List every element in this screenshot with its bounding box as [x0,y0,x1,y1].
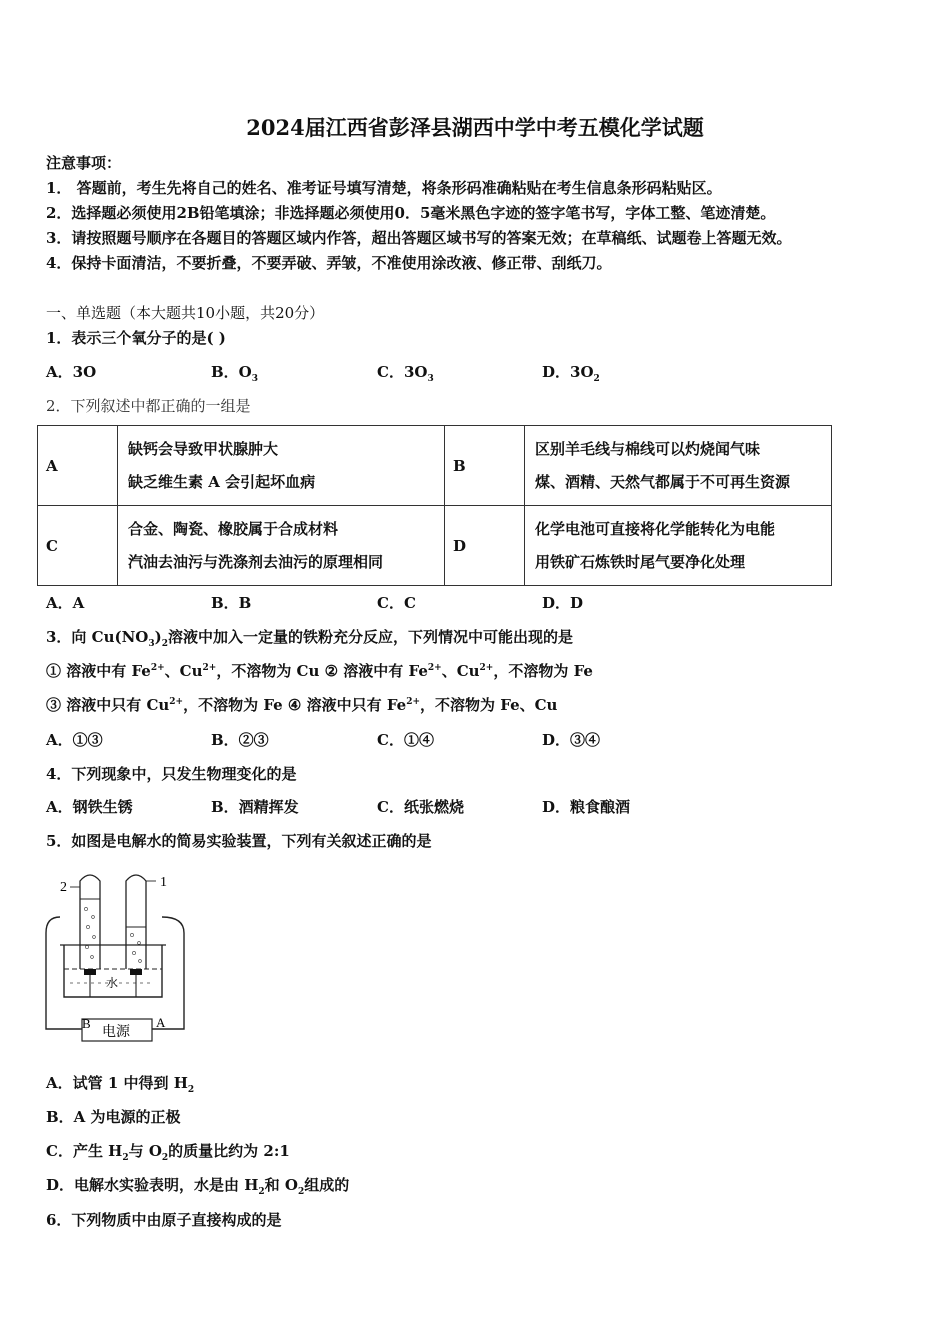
page-title: 2024届江西省彭泽县湖西中学中考五模化学试题 [246,115,704,140]
q1-option-c: C．$3O_3$ [377,363,434,384]
q3-option-b: B．②③ [211,731,269,749]
q2-cell-d [525,506,832,586]
q1-option-a: A．3O [46,363,97,381]
q5-option-b: B．A 为电源的正极 [46,1108,181,1126]
q2-b-line1: 区别羊毛线与棉线可以灼烧闻气味 [535,439,761,458]
terminal-a-label: A [156,1015,166,1030]
section-heading: 一、单选题（本大题共10小题，共20分） [46,304,325,322]
question-6-stem: 6．下列物质中由原子直接构成的是 [46,1211,282,1229]
q2-a-line2: 缺乏维生素 A 会引起坏血病 [128,472,316,491]
terminal-b-label: B [82,1016,91,1031]
electrolysis-diagram [42,865,192,1050]
tube-2-label: 2 [60,880,67,895]
q3-option-c: C．①④ [377,731,434,749]
question-1-stem: 1．表示三个氧分子的是( ) [46,329,226,347]
electrolysis-apparatus-figure [42,865,192,1050]
q2-option-d: D．D [542,594,584,612]
q2-key-d: D [445,506,525,586]
notice-item: 1． 答题前，考生先将自己的姓名、准考证号填写清楚，将条形码准确粘贴在考生信息条形码粘贴区。 [46,179,722,197]
q2-option-b: B．B [211,594,252,612]
q2-cell-b [525,426,832,506]
water-label: 水 [106,976,119,990]
notice-item: 3．请按照题号顺序在各题目的答题区域内作答，超出答题区域书写的答案无效；在草稿纸、试题卷上答题无效。 [46,229,792,247]
q3-statement-line2: ③ 溶液中只有 $Cu^{2+}$，不溶物为 Fe ④ 溶液中只有 $Fe^{2+}$，不溶物为 Fe、Cu [46,696,558,714]
q2-cell-c [118,506,445,586]
q1-option-b: B．$O_3$ [211,363,259,384]
q2-b-line2: 煤、酒精、天然气都属于不可再生资源 [535,472,791,491]
q3-option-a: A．①③ [46,731,103,749]
q4-option-a: A．钢铁生锈 [46,798,133,816]
question-4-stem: 4．下列现象中，只发生物理变化的是 [46,765,297,783]
q4-option-b: B．酒精挥发 [211,798,299,816]
q2-d-line1: 化学电池可直接将化学能转化为电能 [535,519,776,538]
q2-key-a: A [38,426,118,506]
question-2-stem: 2．下列叙述中都正确的一组是 [46,397,251,415]
question-5-stem: 5．如图是电解水的简易实验装置，下列有关叙述正确的是 [46,832,432,850]
q5-option-d: D．电解水实验表明，水是由 $H_2$和 $O_2$组成的 [46,1176,350,1197]
tube-1-label: 1 [160,875,167,890]
q3-option-d: D．③④ [542,731,601,749]
q2-c-line1: 合金、陶瓷、橡胶属于合成材料 [128,519,339,538]
q2-option-c: C．C [377,594,416,612]
q1-option-d: D．$3O_2$ [542,363,600,384]
question-3-stem: 3．向 $Cu(NO_3)_2$溶液中加入一定量的铁粉充分反应，下列情况中可能出现的是 [46,628,574,649]
q2-option-a: A．A [46,594,85,612]
q5-option-a: A．试管 1 中得到 $H_2$ [46,1074,195,1095]
q2-key-c: C [38,506,118,586]
q2-options-table [37,425,832,586]
q5-option-c: C．产生 $H_2$与 $O_2$的质量比约为 2:1 [46,1142,290,1163]
power-source-label: 电源 [102,1024,130,1040]
q4-option-c: C．纸张燃烧 [377,798,464,816]
q2-d-line2: 用铁矿石炼铁时尾气要净化处理 [535,552,746,571]
notice-heading: 注意事项： [46,154,122,172]
notice-item: 4．保持卡面清洁，不要折叠，不要弄破、弄皱，不准使用涂改液、修正带、刮纸刀。 [46,254,612,272]
notice-item: 2．选择题必须使用2B铅笔填涂；非选择题必须使用0．5毫米黑色字迹的签字笔书写，字体工整、笔迹清楚。 [46,204,776,222]
q2-cell-a [118,426,445,506]
q3-statement-line1: ① 溶液中有 $Fe^{2+}$、$Cu^{2+}$，不溶物为 Cu ② 溶液中有 $Fe^{2+}$、$Cu^{2+}$，不溶物为 Fe [46,662,593,680]
q2-a-line1: 缺钙会导致甲状腺肿大 [128,439,279,458]
q2-c-line2: 汽油去油污与洗涤剂去油污的原理相同 [128,552,384,571]
q4-option-d: D．粮食酿酒 [542,798,631,816]
q2-key-b: B [445,426,525,506]
